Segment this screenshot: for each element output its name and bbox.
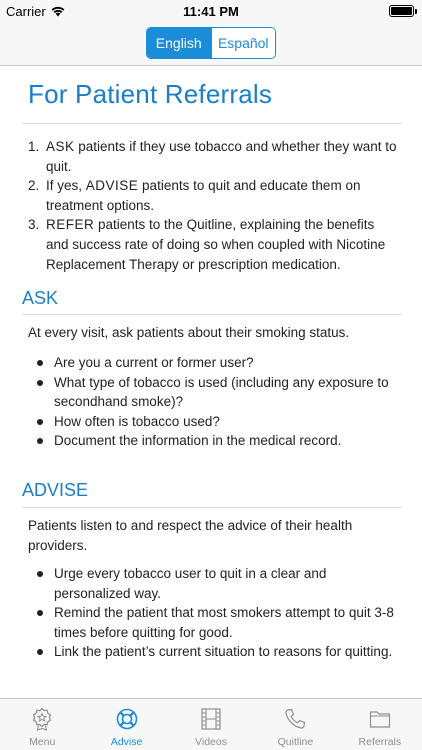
section-intro-advise: Patients listen to and respect the advice of their health providers. xyxy=(28,518,353,553)
navigation-bar xyxy=(0,22,422,66)
title-divider xyxy=(22,123,402,124)
section-divider xyxy=(22,314,402,315)
tab-menu[interactable] xyxy=(0,699,84,750)
section-divider xyxy=(22,507,402,508)
tab-label: Quitline xyxy=(277,736,314,748)
page-title: For Patient Referrals xyxy=(28,79,273,109)
step-prefix: If yes, xyxy=(46,178,86,194)
step-keyword: REFER xyxy=(46,217,95,233)
list-item: Document the information in the medical record. xyxy=(28,431,398,451)
tab-label: Referrals xyxy=(358,736,402,748)
battery-icon xyxy=(389,5,414,17)
tab-label: Advise xyxy=(110,736,143,748)
section-heading-advise: ADVISE xyxy=(22,480,89,500)
main-content[interactable] xyxy=(0,67,422,698)
list-item: What type of tobacco is used (including any exposure to secondhand smoke)? xyxy=(28,373,398,412)
step-text: patients to quit and educate them on treatment options. xyxy=(46,178,361,213)
advise-bullet-list xyxy=(28,564,398,662)
step-keyword: ADVISE xyxy=(85,178,139,194)
language-option-espanol[interactable]: Español xyxy=(211,28,276,58)
tab-quitline[interactable] xyxy=(253,699,337,750)
list-item: How often is tobacco used? xyxy=(28,412,398,432)
tab-videos[interactable] xyxy=(169,699,253,750)
referral-steps xyxy=(28,137,398,274)
carrier-label: Carrier xyxy=(6,4,46,19)
step-text: patients if they use tobacco and whether they want to quit. xyxy=(46,139,397,174)
tab-advise[interactable] xyxy=(84,699,168,750)
clock: 11:41 PM xyxy=(183,4,239,19)
step-ask xyxy=(28,137,398,176)
tab-bar xyxy=(0,698,422,750)
step-number: 2. xyxy=(28,178,40,194)
tab-label: Videos xyxy=(195,736,227,748)
tab-label: Menu xyxy=(29,736,56,748)
film-icon xyxy=(199,707,223,731)
star-badge-icon xyxy=(30,707,54,731)
folder-icon xyxy=(368,707,392,731)
list-item: Urge every tobacco user to quit in a clear and personalized way. xyxy=(28,564,398,603)
step-keyword: ASK xyxy=(46,139,75,154)
ask-bullet-list xyxy=(28,353,398,451)
step-text: patients to the Quitline, explaining the benefits and success rate of doing so when coupled with Nicotine Replacement Therapy or prescription medication. xyxy=(46,217,386,272)
section-heading-ask: ASK xyxy=(22,288,59,308)
status-bar xyxy=(0,0,422,22)
step-advise xyxy=(28,176,398,215)
tab-referrals[interactable] xyxy=(338,699,422,750)
phone-icon xyxy=(283,707,307,731)
life-ring-icon xyxy=(115,707,139,731)
step-number: 1. xyxy=(28,139,40,154)
section-intro-ask: At every visit, ask patients about their smoking status. xyxy=(28,325,350,340)
language-option-english[interactable]: English xyxy=(147,28,211,58)
step-number: 3. xyxy=(28,217,40,233)
list-item: Remind the patient that most smokers attempt to quit 3-8 times before quitting for good. xyxy=(28,603,398,642)
list-item: Link the patient’s current situation to reasons for quitting. xyxy=(28,642,398,662)
language-toggle xyxy=(146,27,276,59)
step-refer xyxy=(28,215,398,274)
list-item: Are you a current or former user? xyxy=(28,353,398,373)
